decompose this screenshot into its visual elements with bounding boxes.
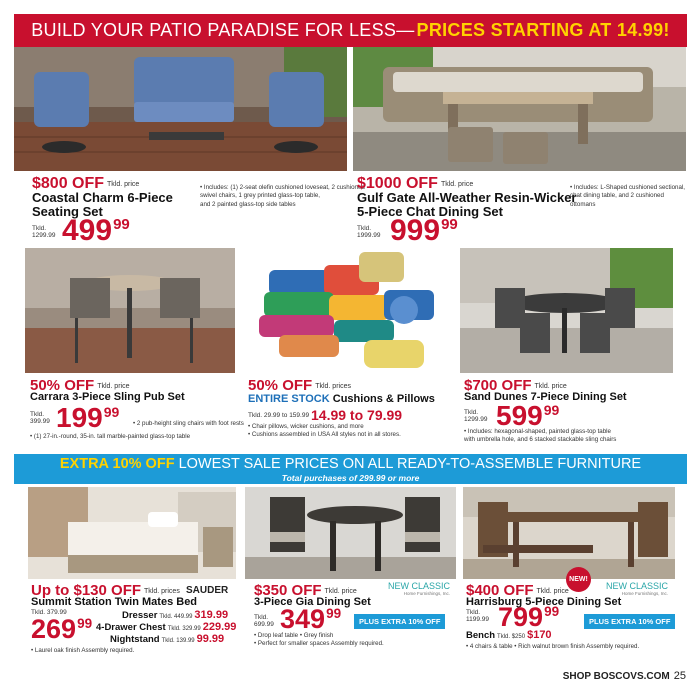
new-badge: NEW!	[566, 567, 591, 592]
footer-site: SHOP BOSCOVS.COM	[562, 671, 670, 682]
footer	[563, 670, 686, 682]
gia-extra-badge: PLUS EXTRA 10% OFF	[354, 614, 445, 629]
sanddunes-name: Sand Dunes 7-Piece Dining Set	[464, 391, 627, 403]
summit-bullets: • Laurel oak finish Assembly required.	[31, 647, 135, 654]
page-number: 25	[673, 670, 686, 682]
rta-banner-headline: EXTRA 10% OFF LOWEST SALE PRICES ON ALL READY-TO-ASSEMBLE FURNITURE	[59, 456, 642, 472]
gia-bullets: • Drop leaf table • Grey finish • Perfect for smaller spaces Assembly required.	[254, 632, 384, 648]
gulfgate-name: Gulf Gate All-Weather Resin-Wicker 5-Piece Chat Dining Set	[357, 190, 577, 219]
summit-price: $269^{99}$	[31, 614, 93, 644]
cushions-photo	[244, 250, 449, 372]
rta-banner-sub: Total purchases of 299.99 or more	[281, 473, 420, 483]
gia-tkld: Tkld. 699.99	[254, 614, 274, 629]
carrara-tkld: Tkld. 399.99	[30, 411, 50, 426]
summit-chest: 4-Drawer Chest Tkld. 329.99 229.99	[96, 621, 237, 633]
harrisburg-name: Harrisburg 5-Piece Dining Set	[466, 596, 622, 608]
cushions-off: 50% OFF Tkld. prices	[248, 377, 351, 394]
harrisburg-price: $799^{99}$	[498, 602, 560, 632]
harrisburg-bench: Bench Tkld. $250 $170	[466, 629, 552, 641]
sand-dunes-photo	[460, 248, 673, 373]
gia-photo	[245, 487, 456, 579]
harrisburg-photo	[463, 487, 675, 579]
harrisburg-extra-badge: PLUS EXTRA 10% OFF	[584, 614, 675, 629]
harrisburg-off: $400 OFF Tkld. price	[466, 582, 569, 599]
cushions-bullets: • Chair pillows, wicker cushions, and more • Cushions assembled in USA All styles not in all stores.	[248, 423, 401, 439]
coastal-name: Coastal Charm 6-Piece Seating Set	[32, 190, 173, 219]
coastal-charm-photo	[14, 47, 347, 171]
summit-photo	[28, 487, 236, 579]
carrara-bullet-bottom: • (1) 27-in.-round, 35-in. tall marble-painted glass-top table	[30, 433, 191, 440]
gia-price: $349^{99}$	[280, 604, 342, 634]
coastal-price: $499^{99}$	[62, 214, 130, 247]
cushions-name: ENTIRE STOCK Cushions & Pillows	[248, 393, 435, 405]
coastal-off: $800 OFF Tkld. price	[32, 175, 140, 192]
cushions-tkld-range: Tkld. 29.99 to 159.99	[248, 412, 310, 419]
harrisburg-brand-logo: NEW CLASSIC Home Furnishings, Inc.	[606, 581, 669, 596]
carrara-bullet-right: • 2 pub-height sling chairs with foot rests	[133, 420, 244, 427]
top-banner-highlight: PRICES STARTING AT 14.99!	[416, 20, 670, 40]
sauder-logo: SAUDER	[186, 585, 229, 596]
summit-name: Summit Station Twin Mates Bed	[31, 596, 198, 608]
gia-name: 3-Piece Gia Dining Set	[254, 596, 371, 608]
top-banner	[14, 14, 687, 47]
gulfgate-bullets: • Includes: L-Shaped cushioned sectional, chat dining table, and 2 cushioned ottomans	[570, 184, 685, 208]
gia-brand-logo: NEW CLASSIC Home Furnishings, Inc.	[388, 581, 451, 596]
gulfgate-tkld: Tkld. 1999.99	[357, 225, 381, 240]
coastal-tkld: Tkld. 1299.99	[32, 225, 56, 240]
carrara-photo	[25, 248, 235, 373]
gia-off: $350 OFF Tkld. price	[254, 582, 357, 599]
gulf-gate-photo	[353, 47, 686, 171]
summit-tkld: Tkld. 379.99	[31, 609, 67, 616]
harrisburg-bullets: • 4 chairs & table • Rich walnut brown finish Assembly required.	[466, 643, 640, 650]
sanddunes-tkld: Tkld. 1299.99	[464, 409, 488, 424]
coastal-bullets: • Includes: (1) 2-seat olefin cushioned loveseat, 2 cushioned swivel chairs, 1 grey printed glass-top table, and 2 painted glass-top side tables	[200, 184, 365, 208]
cushions-price-range: 14.99 to 79.99	[311, 407, 403, 423]
sanddunes-price: $599^{99}$	[496, 400, 560, 431]
harrisburg-tkld: Tkld. 1199.99	[466, 609, 490, 624]
gulfgate-price: $999^{99}$	[390, 214, 458, 247]
carrara-price: $199^{99}$	[56, 402, 120, 433]
carrara-name: Carrara 3-Piece Sling Pub Set	[30, 391, 185, 403]
summit-nightstand: Nightstand Tkld. 139.99 99.99	[110, 633, 225, 645]
gulfgate-off: $1000 OFF Tkld. price	[357, 175, 474, 192]
sanddunes-bullets: • Includes: hexagonal-shaped, painted glass-top table with umbrella hole, and 6 stacked stackable sling chairs	[464, 428, 617, 444]
summit-dresser: Dresser Tkld. 449.99 319.99	[122, 609, 229, 621]
rta-banner	[14, 454, 687, 484]
top-banner-text: BUILD YOUR PATIO PARADISE FOR LESS—	[31, 20, 415, 40]
carrara-off: 50% OFF Tkld. price	[30, 377, 130, 394]
summit-off: Up to $130 OFF Tkld. prices	[31, 582, 180, 599]
sanddunes-off: $700 OFF Tkld. price	[464, 377, 567, 394]
